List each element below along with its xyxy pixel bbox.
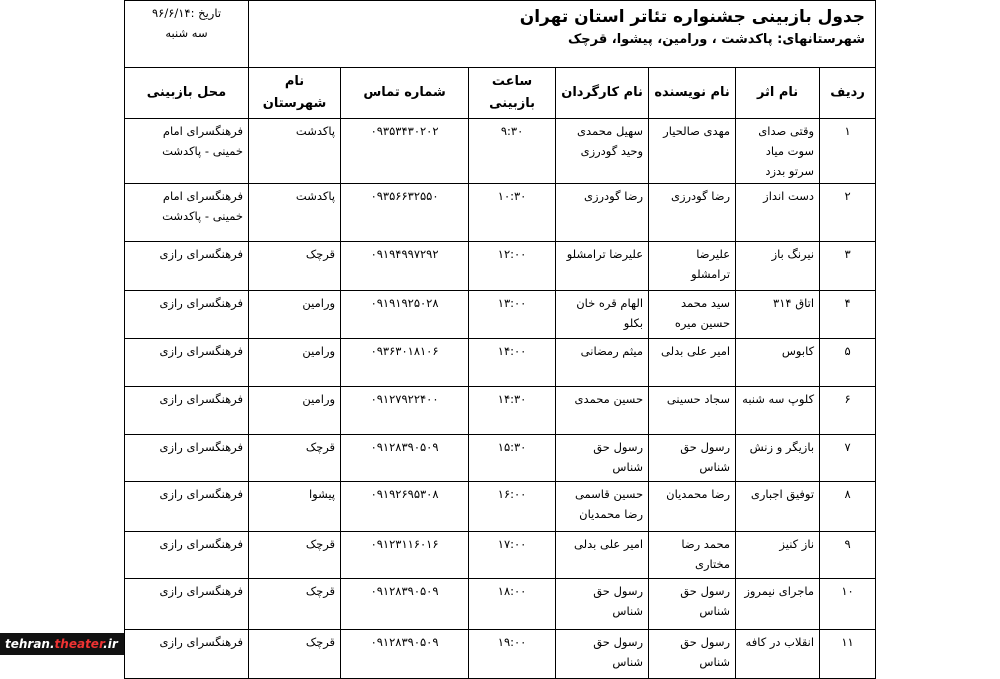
cell-city-text: پاکدشت xyxy=(295,124,336,138)
cell-play-title xyxy=(736,184,820,242)
cell-writer xyxy=(649,339,736,387)
cell-play-title xyxy=(736,435,820,482)
cell-venue xyxy=(125,291,249,339)
cell-play-title xyxy=(736,242,820,291)
cell-city-text: قرچک xyxy=(305,537,336,551)
cell-phone xyxy=(341,291,469,339)
cell-play-title-text: دست انداز xyxy=(763,189,815,203)
cell-writer-text: سجاد حسینی xyxy=(666,392,731,406)
cell-review-time-text: ۱۶:۰۰ xyxy=(497,487,527,501)
cell-writer-text: مهدی صالحیار xyxy=(663,124,731,138)
cell-venue xyxy=(125,242,249,291)
cell-review-time-text: ۱۴:۳۰ xyxy=(497,392,527,406)
cell-city xyxy=(249,242,341,291)
cell-phone-text: ۰۹۱۲۸۳۹۰۵۰۹ xyxy=(370,635,439,649)
cell-venue-text: فرهنگسرای رازی xyxy=(159,487,243,501)
cell-phone xyxy=(341,119,469,184)
cell-venue xyxy=(125,435,249,482)
cell-city xyxy=(249,532,341,579)
cell-review-time xyxy=(469,532,556,579)
cell-director-text: میثم رمضانی xyxy=(580,344,644,358)
cell-venue-text: فرهنگسرای رازی xyxy=(159,392,243,406)
cell-review-time xyxy=(469,579,556,630)
cell-phone-text: ۰۹۱۹۱۹۲۵۰۲۸ xyxy=(370,296,439,310)
cell-phone-text: ۰۹۱۲۳۱۱۶۰۱۶ xyxy=(370,537,439,551)
cell-phone xyxy=(341,630,469,679)
table-row xyxy=(125,184,876,242)
cell-director xyxy=(556,339,649,387)
cell-director-text: رسول حق شناس xyxy=(593,584,644,618)
cell-venue-text: فرهنگسرای رازی xyxy=(159,344,243,358)
schedule-sheet xyxy=(124,0,875,667)
cell-venue-text: فرهنگسرای رازی xyxy=(159,247,243,261)
col-header-venue: محل بازبینی xyxy=(125,68,249,119)
cell-writer-text: رسول حق شناس xyxy=(680,584,731,618)
cell-writer-text: رسول حق شناس xyxy=(680,440,731,474)
cell-row-number-text: ۴ xyxy=(844,296,851,310)
cell-phone-text: ۰۹۱۲۷۹۲۲۴۰۰ xyxy=(370,392,439,406)
cell-review-time-text: ۱۴:۰۰ xyxy=(497,344,527,358)
table-row xyxy=(125,532,876,579)
day-line: سه شنبه xyxy=(165,26,208,40)
cell-writer-text: سید محمد حسین میره xyxy=(674,296,731,330)
cell-director xyxy=(556,435,649,482)
cell-row-number xyxy=(820,119,876,184)
cell-director xyxy=(556,630,649,679)
cell-venue xyxy=(125,339,249,387)
cell-city-text: قرچک xyxy=(305,635,336,649)
cell-writer xyxy=(649,184,736,242)
cell-play-title xyxy=(736,482,820,532)
cell-city xyxy=(249,119,341,184)
col-header-review-time: ساعت بازبینی xyxy=(469,68,556,119)
cell-play-title-text: ناز کنیز xyxy=(779,537,815,551)
col-header-play-title: نام اثر xyxy=(736,68,820,119)
cell-row-number xyxy=(820,482,876,532)
cell-writer-text: رسول حق شناس xyxy=(680,635,731,669)
cell-play-title-text: ماجرای نیمروز xyxy=(744,584,815,598)
cell-city-text: ورامین xyxy=(302,392,336,406)
cell-venue-text: فرهنگسرای رازی xyxy=(159,537,243,551)
cell-venue-text: فرهنگسرای رازی xyxy=(159,440,243,454)
cell-city-text: ورامین xyxy=(302,344,336,358)
cell-review-time xyxy=(469,435,556,482)
cell-writer xyxy=(649,242,736,291)
cell-director xyxy=(556,387,649,435)
cell-city xyxy=(249,184,341,242)
cell-writer xyxy=(649,630,736,679)
cell-play-title xyxy=(736,630,820,679)
cell-city-text: قرچک xyxy=(305,584,336,598)
cell-play-title-text: توفیق اجباری xyxy=(750,487,815,501)
cell-venue-text: فرهنگسرای رازی xyxy=(159,296,243,310)
site-watermark: tehran.theater.ir xyxy=(0,633,124,655)
cell-review-time xyxy=(469,630,556,679)
cell-review-time-text: ۹:۳۰ xyxy=(500,124,524,138)
cell-row-number xyxy=(820,579,876,630)
cell-row-number xyxy=(820,435,876,482)
cell-row-number xyxy=(820,184,876,242)
cell-phone xyxy=(341,579,469,630)
cell-writer-text: رضا گودرزی xyxy=(670,189,731,203)
cell-row-number-text: ۳ xyxy=(844,247,851,261)
cell-director-text: حسین قاسمی رضا محمدیان xyxy=(574,487,644,521)
cell-review-time xyxy=(469,242,556,291)
cell-venue xyxy=(125,579,249,630)
page-title: جدول بازبینی جشنواره تئاتر استان تهران xyxy=(519,7,866,27)
cell-phone xyxy=(341,532,469,579)
cell-director-text: علیرضا ترامشلو xyxy=(566,247,644,261)
cell-writer-text: رضا محمدیان xyxy=(666,487,731,501)
cell-phone xyxy=(341,242,469,291)
cell-row-number-text: ۲ xyxy=(844,189,851,203)
cell-director xyxy=(556,242,649,291)
cell-row-number xyxy=(820,339,876,387)
table-row xyxy=(125,387,876,435)
cell-city-text: پیشوا xyxy=(308,487,336,501)
cell-play-title-text: کلوپ سه شنبه xyxy=(742,392,815,406)
cell-play-title xyxy=(736,579,820,630)
cell-review-time-text: ۱۰:۳۰ xyxy=(497,189,527,203)
cell-play-title xyxy=(736,387,820,435)
table-row xyxy=(125,435,876,482)
cell-venue-text: فرهنگسرای امام خمینی - پاکدشت xyxy=(162,124,243,158)
table-row xyxy=(125,579,876,630)
cell-review-time-text: ۱۵:۳۰ xyxy=(497,440,527,454)
cell-director xyxy=(556,579,649,630)
cell-venue xyxy=(125,532,249,579)
cell-venue-text: فرهنگسرای رازی xyxy=(159,635,243,649)
cell-row-number xyxy=(820,532,876,579)
cell-city-text: قرچک xyxy=(305,247,336,261)
cell-writer xyxy=(649,532,736,579)
cell-phone-text: ۰۹۱۹۲۶۹۵۳۰۸ xyxy=(370,487,439,501)
cell-review-time xyxy=(469,184,556,242)
cell-review-time xyxy=(469,387,556,435)
cell-city xyxy=(249,387,341,435)
cell-row-number xyxy=(820,291,876,339)
title-cell xyxy=(249,1,876,68)
table-row xyxy=(125,630,876,679)
cell-play-title-text: بازیگر و زنش xyxy=(749,440,815,454)
cell-writer xyxy=(649,579,736,630)
column-header-row xyxy=(125,68,876,119)
cell-review-time xyxy=(469,482,556,532)
cell-director xyxy=(556,184,649,242)
cell-director xyxy=(556,119,649,184)
cell-director-text: رسول حق شناس xyxy=(593,440,644,474)
date-cell xyxy=(125,1,249,68)
col-header-director: نام کارگردان xyxy=(556,68,649,119)
cell-writer-text: محمد رضا مختاری xyxy=(681,537,731,571)
cell-director-text: الهام قره خان بکلو xyxy=(576,296,644,330)
cell-phone xyxy=(341,184,469,242)
cell-play-title xyxy=(736,291,820,339)
cell-review-time-text: ۱۸:۰۰ xyxy=(497,584,527,598)
cell-row-number-text: ۱۰ xyxy=(841,584,854,598)
cell-phone xyxy=(341,435,469,482)
cell-director-text: حسین محمدی xyxy=(574,392,644,406)
cell-row-number-text: ۶ xyxy=(844,392,851,406)
cell-city-text: ورامین xyxy=(302,296,336,310)
cell-row-number-text: ۱ xyxy=(844,124,851,138)
col-header-city: نام شهرستان xyxy=(249,68,341,119)
cell-city-text: پاکدشت xyxy=(295,189,336,203)
cell-director xyxy=(556,482,649,532)
cell-director-text: رسول حق شناس xyxy=(593,635,644,669)
table-row xyxy=(125,242,876,291)
cell-writer xyxy=(649,387,736,435)
cell-review-time xyxy=(469,119,556,184)
cell-row-number-text: ۱۱ xyxy=(841,635,854,649)
cell-review-time xyxy=(469,291,556,339)
cell-review-time-text: ۱۷:۰۰ xyxy=(497,537,527,551)
table-row xyxy=(125,291,876,339)
cell-play-title xyxy=(736,532,820,579)
cell-review-time-text: ۱۹:۰۰ xyxy=(497,635,527,649)
cell-review-time-text: ۱۳:۰۰ xyxy=(497,296,527,310)
cell-play-title xyxy=(736,119,820,184)
cell-city xyxy=(249,482,341,532)
page-subtitle: شهرستانهای: پاکدشت ، ورامین، پیشوا، قرچک xyxy=(567,32,866,47)
cell-phone xyxy=(341,387,469,435)
cell-city xyxy=(249,579,341,630)
cell-city xyxy=(249,291,341,339)
cell-play-title-text: کابوس xyxy=(781,344,815,358)
cell-city xyxy=(249,339,341,387)
cell-writer xyxy=(649,119,736,184)
cell-row-number-text: ۸ xyxy=(844,487,851,501)
cell-city xyxy=(249,630,341,679)
cell-phone-text: ۰۹۳۵۳۴۳۰۲۰۲ xyxy=(370,124,439,138)
cell-venue xyxy=(125,184,249,242)
cell-venue xyxy=(125,482,249,532)
cell-phone-text: ۰۹۳۵۶۶۳۲۵۵۰ xyxy=(370,189,439,203)
col-header-phone: شماره تماس xyxy=(341,68,469,119)
cell-venue xyxy=(125,630,249,679)
cell-director-text: رضا گودرزی xyxy=(583,189,644,203)
cell-play-title-text: انقلاب در کافه xyxy=(745,635,815,649)
table-row xyxy=(125,119,876,184)
cell-city xyxy=(249,435,341,482)
cell-writer xyxy=(649,482,736,532)
cell-venue-text: فرهنگسرای رازی xyxy=(159,584,243,598)
cell-row-number xyxy=(820,630,876,679)
cell-director xyxy=(556,532,649,579)
schedule-table xyxy=(124,0,876,679)
cell-row-number-text: ۹ xyxy=(844,537,851,551)
cell-phone-text: ۰۹۱۲۸۳۹۰۵۰۹ xyxy=(370,440,439,454)
table-row xyxy=(125,482,876,532)
cell-writer-text: امیر علی بدلی xyxy=(661,344,731,358)
cell-venue xyxy=(125,387,249,435)
cell-writer xyxy=(649,435,736,482)
cell-director-text: امیر علی بدلی xyxy=(574,537,644,551)
cell-writer-text: علیرضا ترامشلو xyxy=(691,247,731,281)
cell-phone-text: ۰۹۳۶۳۰۱۸۱۰۶ xyxy=(370,344,439,358)
date-line: تاریخ :۹۶/۶/۱۴ xyxy=(151,6,222,20)
cell-row-number xyxy=(820,242,876,291)
cell-phone-text: ۰۹۱۹۴۹۹۷۲۹۲ xyxy=(370,247,439,261)
cell-phone-text: ۰۹۱۲۸۳۹۰۵۰۹ xyxy=(370,584,439,598)
cell-row-number-text: ۷ xyxy=(844,440,851,454)
cell-play-title-text: اتاق ۳۱۴ xyxy=(773,296,815,310)
cell-venue-text: فرهنگسرای امام خمینی - پاکدشت xyxy=(162,189,243,223)
cell-director-text: سهیل محمدی وحید گودرزی xyxy=(577,124,644,158)
col-header-writer: نام نویسنده xyxy=(649,68,736,119)
col-header-row-number: ردیف xyxy=(820,68,876,119)
cell-writer xyxy=(649,291,736,339)
cell-row-number-text: ۵ xyxy=(844,344,851,358)
cell-review-time xyxy=(469,339,556,387)
cell-phone xyxy=(341,482,469,532)
cell-venue xyxy=(125,119,249,184)
table-row xyxy=(125,339,876,387)
cell-play-title-text: نیرنگ باز xyxy=(771,247,815,261)
document-header xyxy=(125,1,876,68)
cell-director xyxy=(556,291,649,339)
cell-row-number xyxy=(820,387,876,435)
cell-play-title-text: وقتی صدای سوت میاد سرتو بدزد xyxy=(758,124,815,178)
cell-play-title xyxy=(736,339,820,387)
cell-phone xyxy=(341,339,469,387)
cell-city-text: قرچک xyxy=(305,440,336,454)
cell-review-time-text: ۱۲:۰۰ xyxy=(497,247,527,261)
